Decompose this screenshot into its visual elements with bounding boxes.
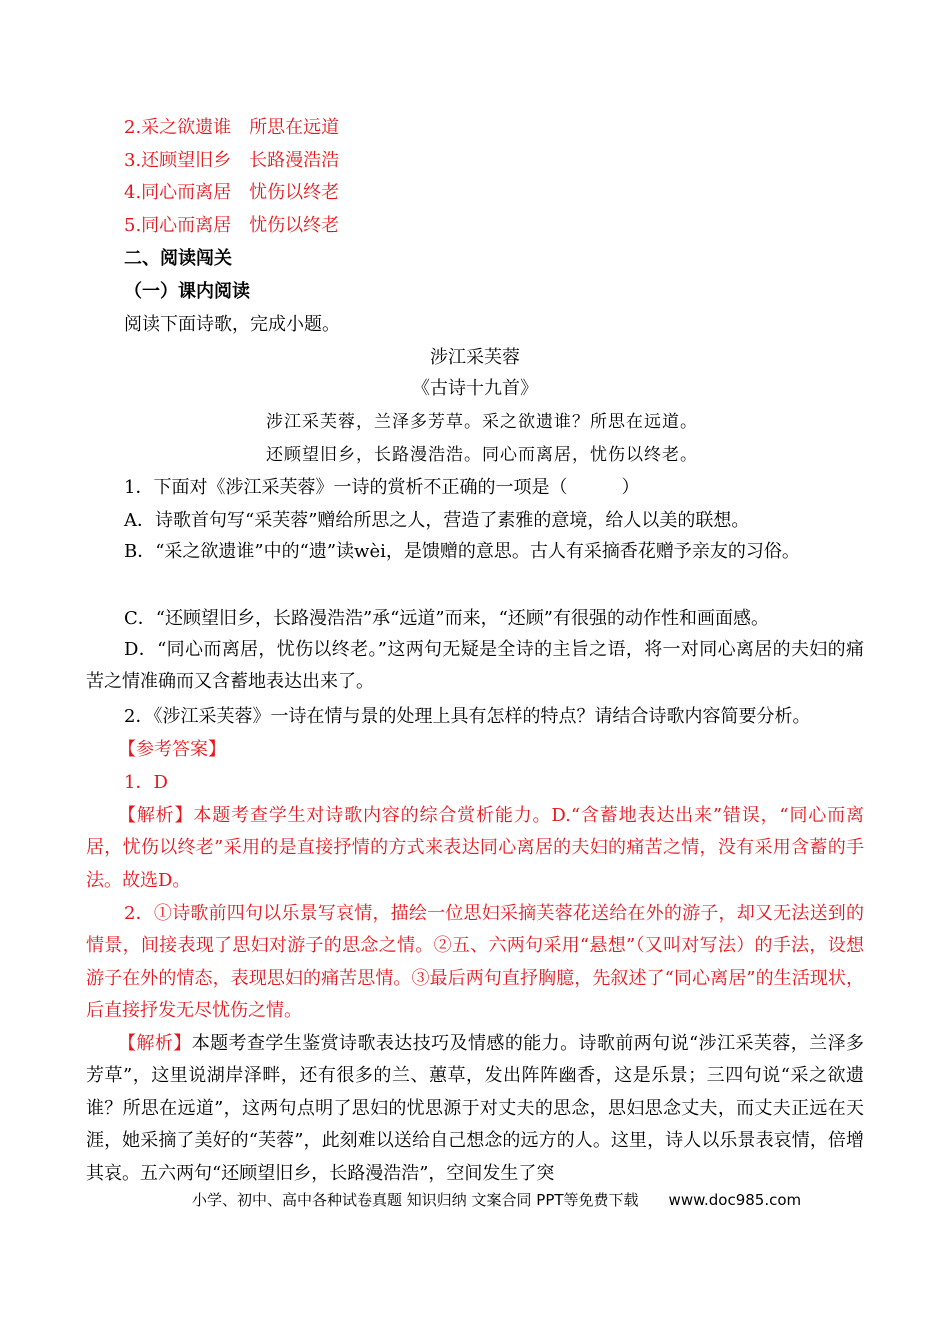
option-b: B．“采之欲遗谁”中的“遗”读wèi，是馈赠的意思。古人有采摘香花赠予亲友的习俗。 — [124, 541, 800, 562]
analysis-2: 【解析】本题考查学生鉴赏诗歌表达技巧及情感的能力。诗歌前两句说“涉江采芙蓉，兰泽多芳草”，这里说湖岸泽畔，还有很多的兰、蕙草，发出阵阵幽香，这是乐景；三四句说“采之欲遗谁？所思在远道”，这两句点明了思妇的忧思源于对丈夫的思念，思妇思念丈夫，而丈夫正远在天涯，她采摘了美好的“芙蓉”，此刻难以送给自己想念的远方的人。这里，诗人以乐景表哀情，倍增其哀。五六两句“还顾望旧乡，长路漫浩浩”，空间发生了突 — [86, 1033, 864, 1184]
poem-line-2: 还顾望旧乡，长路漫浩浩。同心而离居，忧伤以终老。 — [266, 445, 698, 465]
answer-line-2: 2.采之欲遗谁 所思在远道 — [124, 117, 340, 138]
instruction: 阅读下面诗歌，完成小题。 — [124, 314, 340, 335]
page-footer: 小学、初中、高中各种试卷真题 知识归纳 文案合同 PPT等免费下载 www.doc985.com — [192, 1191, 802, 1209]
question-2-stem: 2．《涉江采芙蓉》一诗在情与景的处理上具有怎样的特点？请结合诗歌内容简要分析。 — [124, 706, 811, 727]
answer-line-5: 5.同心而离居 忧伤以终老 — [124, 215, 340, 236]
analysis-1: 【解析】本题考查学生对诗歌内容的综合赏析能力。D.“含蓄地表达出来”错误，“同心而离居，忧伤以终老”采用的是直接抒情的方式来表达同心离居的夫妇的痛苦之情，没有采用含蓄的手法。故选D。 — [86, 805, 864, 891]
poem-line-1: 涉江采芙蓉，兰泽多芳草。采之欲遗谁？所思在远道。 — [266, 412, 698, 432]
subsection-title: （一）课内阅读 — [124, 281, 250, 302]
question-1-stem: 1．下面对《涉江采芙蓉》一诗的赏析不正确的一项是（ ） — [124, 477, 640, 498]
answer-2: 2．①诗歌前四句以乐景写哀情，描绘一位思妇采摘芙蓉花送给在外的游子，却又无法送到的情景，间接表现了思妇对游子的思念之情。②五、六两句采用“悬想”（又叫对写法）的手法，设想游子在外的情态，表现思妇的痛苦思情。③最后两句直抒胸臆，先叙述了“同心离居”的生活现状，后直接抒发无尽忧伤之情。 — [86, 903, 864, 1022]
reference-answer-label: 【参考答案】 — [118, 739, 226, 760]
option-c: C．“还顾望旧乡，长路漫浩浩”承“远道”而来，“还顾”有很强的动作性和画面感。 — [124, 608, 769, 629]
analysis-label: 【解析】 — [118, 1033, 192, 1054]
poem-source: 《古诗十九首》 — [412, 378, 538, 399]
option-d: D．“同心而离居，忧伤以终老。”这两句无疑是全诗的主旨之语，将一对同心离居的夫妇的痛苦之情准确而又含蓄地表达出来了。 — [86, 639, 864, 693]
answer-1: 1．D — [124, 772, 168, 793]
poem-title: 涉江采芙蓉 — [430, 347, 520, 368]
answer-line-4: 4.同心而离居 忧伤以终老 — [124, 182, 340, 203]
answer-line-3: 3.还顾望旧乡 长路漫浩浩 — [124, 150, 340, 171]
option-a: A．诗歌首句写“采芙蓉”赠给所思之人，营造了素雅的意境，给人以美的联想。 — [124, 510, 750, 531]
section-title: 二、阅读闯关 — [124, 248, 232, 269]
